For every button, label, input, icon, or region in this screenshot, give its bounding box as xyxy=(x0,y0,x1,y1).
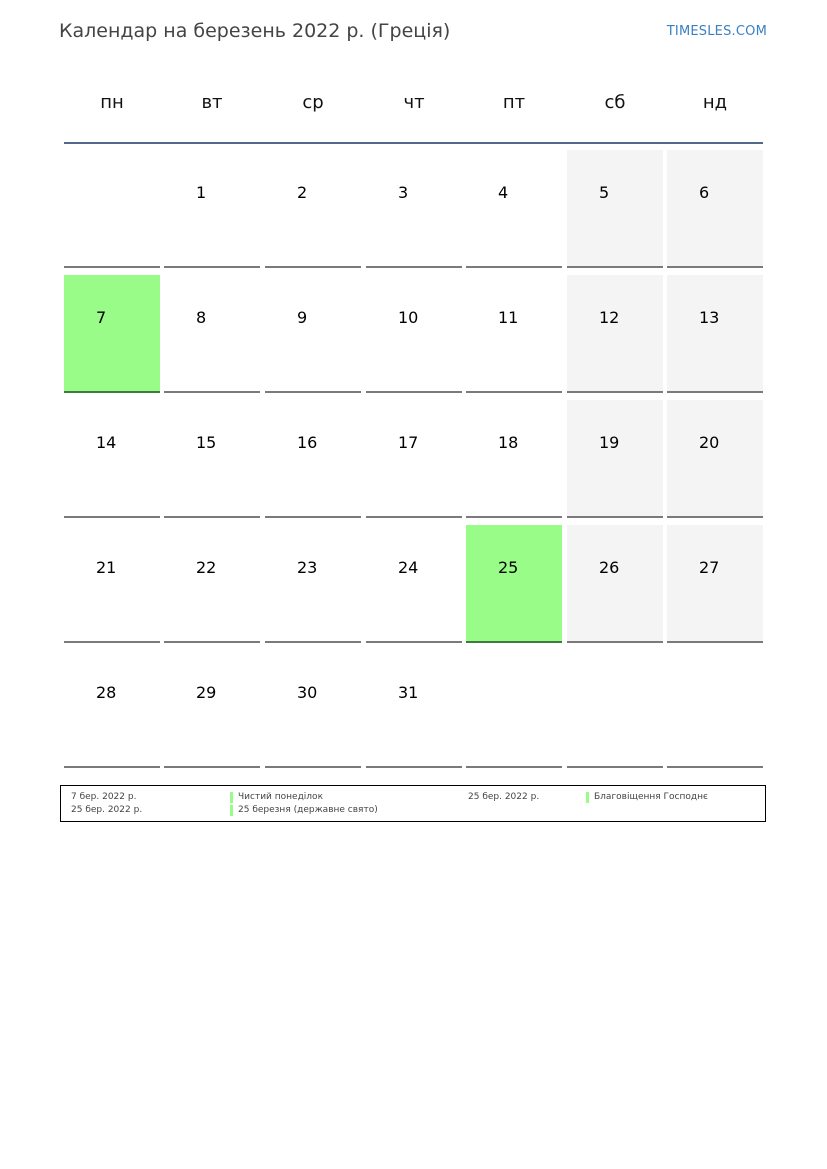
day-cell xyxy=(567,525,663,643)
day-cell xyxy=(265,150,361,268)
day-cell xyxy=(265,275,361,393)
legend-holiday-name: Благовіщення Господнє xyxy=(594,792,708,802)
day-cell xyxy=(164,400,260,518)
day-cell xyxy=(466,275,562,393)
legend-date: 25 бер. 2022 р. xyxy=(71,805,143,815)
day-cell xyxy=(667,525,763,643)
day-number: 11 xyxy=(498,308,519,327)
day-cell xyxy=(366,650,462,768)
day-cell xyxy=(567,275,663,393)
day-number: 25 xyxy=(498,558,519,577)
legend-color-marker xyxy=(230,792,233,803)
day-number: 7 xyxy=(96,308,107,327)
day-cell xyxy=(164,150,260,268)
day-number: 10 xyxy=(398,308,419,327)
day-number: 9 xyxy=(297,308,308,327)
day-cell xyxy=(366,275,462,393)
weekday-header: пн xyxy=(100,92,124,113)
day-number: 4 xyxy=(498,183,509,202)
day-cell xyxy=(466,400,562,518)
day-number: 26 xyxy=(599,558,620,577)
day-cell xyxy=(466,525,562,643)
day-cell xyxy=(366,150,462,268)
day-cell xyxy=(667,275,763,393)
day-cell xyxy=(64,275,160,393)
day-cell xyxy=(466,150,562,268)
day-number: 31 xyxy=(398,683,419,702)
day-number: 23 xyxy=(297,558,318,577)
legend-holiday-name: Чистий понеділок xyxy=(238,792,323,802)
site-link[interactable]: TIMESLES.COM xyxy=(666,24,767,39)
day-number: 22 xyxy=(196,558,217,577)
day-number: 14 xyxy=(96,433,117,452)
day-cell xyxy=(164,650,260,768)
day-number: 8 xyxy=(196,308,207,327)
legend-date: 7 бер. 2022 р. xyxy=(71,792,137,802)
day-number: 29 xyxy=(196,683,217,702)
day-number: 21 xyxy=(96,558,117,577)
weekday-header: сб xyxy=(604,92,626,113)
weekday-header: пт xyxy=(502,92,526,113)
day-cell xyxy=(164,275,260,393)
day-number: 19 xyxy=(599,433,620,452)
weekday-header: чт xyxy=(403,92,425,113)
day-number: 24 xyxy=(398,558,419,577)
day-number: 1 xyxy=(196,183,207,202)
day-number: 5 xyxy=(599,183,610,202)
day-number: 28 xyxy=(96,683,117,702)
day-number: 2 xyxy=(297,183,308,202)
legend-color-marker xyxy=(586,792,589,803)
legend-date: 25 бер. 2022 р. xyxy=(468,792,540,802)
day-number: 6 xyxy=(699,183,710,202)
holiday-legend xyxy=(60,785,766,822)
day-number: 3 xyxy=(398,183,409,202)
weekday-header: вт xyxy=(201,92,223,113)
legend-holiday-name: 25 березня (державне свято) xyxy=(238,805,378,815)
header-divider xyxy=(64,142,763,144)
day-cell xyxy=(164,525,260,643)
day-cell xyxy=(366,525,462,643)
day-cell xyxy=(667,150,763,268)
day-cell xyxy=(567,400,663,518)
day-cell xyxy=(265,650,361,768)
day-number: 18 xyxy=(498,433,519,452)
day-number: 13 xyxy=(699,308,720,327)
page-title: Календар на березень 2022 р. (Греція) xyxy=(59,20,451,42)
day-cell xyxy=(667,400,763,518)
day-cell xyxy=(466,650,562,768)
day-number: 27 xyxy=(699,558,720,577)
day-number: 16 xyxy=(297,433,318,452)
day-cell xyxy=(265,525,361,643)
day-cell xyxy=(64,150,160,268)
day-number: 20 xyxy=(699,433,720,452)
day-cell xyxy=(567,150,663,268)
day-cell xyxy=(265,400,361,518)
weekday-header: нд xyxy=(702,92,728,113)
weekday-header: ср xyxy=(302,92,324,113)
legend-color-marker xyxy=(230,805,233,816)
day-cell xyxy=(366,400,462,518)
day-cell xyxy=(64,400,160,518)
day-cell xyxy=(667,650,763,768)
day-cell xyxy=(64,525,160,643)
day-cell xyxy=(567,650,663,768)
day-number: 15 xyxy=(196,433,217,452)
day-number: 30 xyxy=(297,683,318,702)
day-number: 17 xyxy=(398,433,419,452)
day-number: 12 xyxy=(599,308,620,327)
day-cell xyxy=(64,650,160,768)
